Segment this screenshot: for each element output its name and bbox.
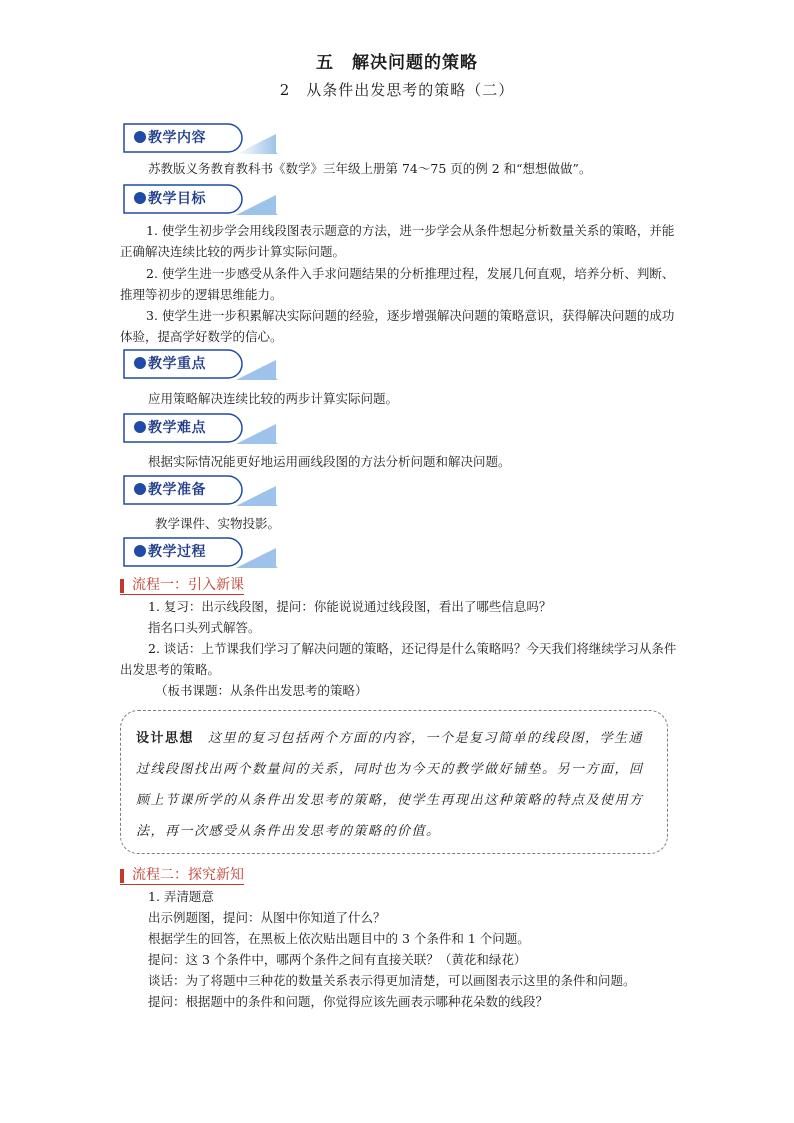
difficulty-text: 根据实际情况能更好地运用画线段图的方法分析问题和解决问题。 <box>148 454 511 469</box>
flow2-line: 提问：根据题中的条件和问题，你觉得应该先画表示哪种花朵数的线段？ <box>148 994 549 1009</box>
design-note-lead: 设计思想 <box>136 731 195 746</box>
design-note-box <box>120 710 668 854</box>
design-note-text <box>136 723 656 847</box>
flow2-line: 谈话：为了将题中三种花的数量关系表示得更加清楚，可以画图表示这里的条件和问题。 <box>148 973 636 988</box>
content-text: 苏教版义务教育教科书《数学》三年级上册第 74～75 页的例 2 和“想想做做”。 <box>148 161 592 176</box>
section-tag-process <box>118 534 278 574</box>
section-tag-label: 教学过程 <box>148 544 206 560</box>
section-tag-label: 教学目标 <box>148 191 206 207</box>
flow1-line: 指名口头列式解答。 <box>148 620 261 635</box>
section-tag-content <box>118 120 278 160</box>
section-tag-key <box>118 346 278 386</box>
bullet-icon <box>134 545 146 557</box>
flow2-line: 根据学生的回答，在黑板上依次贴出题目中的 3 个条件和 1 个问题。 <box>148 931 530 946</box>
section-tag-label: 教学难点 <box>148 420 206 436</box>
section-tag-label: 教学准备 <box>148 482 206 498</box>
flow1-line: 1. 复习：出示线段图，提问：你能说说通过线段图，看出了哪些信息吗？ <box>148 599 552 614</box>
goal-item: 1. 使学生初步学会用线段图表示题意的方法，进一步学会从条件想起分析数量关系的策略，并能正确解决连续比较的两步计算实际问题。 <box>120 223 675 259</box>
goal-item: 2. 使学生进一步感受从条件入手求问题结果的分析推理过程，发展几何直观，培养分析、判断、推理等初步的逻辑思维能力。 <box>120 266 675 302</box>
section-tag-difficulty <box>118 410 278 450</box>
bullet-icon <box>134 483 146 495</box>
bullet-icon <box>134 357 146 369</box>
bullet-icon <box>134 421 146 433</box>
lesson-title: 2 从条件出发思考的策略（二） <box>279 81 515 99</box>
section-tag-goals <box>118 181 278 221</box>
section-tag-label: 教学内容 <box>148 130 206 146</box>
flow1-line: 2. 谈话：上节课我们学习了解决问题的策略，还记得是什么策略吗？今天我们将继续学习从条件出发思考的策略。 <box>120 641 677 677</box>
flow2-line: 1. 弄清题意 <box>148 889 214 904</box>
flow1-line: （板书课题：从条件出发思考的策略） <box>155 683 368 698</box>
flow1-title: 流程一：引入新课 <box>120 577 244 595</box>
prep-text: 教学课件、实物投影。 <box>155 516 281 531</box>
section-tag-label: 教学重点 <box>148 356 206 372</box>
bullet-icon <box>134 192 146 204</box>
flow2-line: 出示例题图，提问：从图中你知道了什么？ <box>148 910 386 925</box>
flow2-title: 流程二：探究新知 <box>120 867 244 885</box>
flow2-line: 提问：这 3 个条件中，哪两个条件之间有直接关联？（黄花和绿花） <box>148 952 527 967</box>
chapter-title: 五 解决问题的策略 <box>316 53 478 73</box>
bullet-icon <box>134 131 146 143</box>
section-tag-prep <box>118 472 278 512</box>
design-note-body: 这里的复习包括两个方面的内容，一个是复习简单的线段图，学生通过线段图找出两个数量间的关系，同时也为今天的教学做好铺垫。另一方面，回顾上节课所学的从条件出发思考的策略，使学生再现出这种策略的特点及使用方法，再一次感受从条件出发思考的策略的价值。 <box>136 731 644 839</box>
goal-item: 3. 使学生进一步积累解决实际问题的经验，逐步增强解决问题的策略意识，获得解决问题的成功体验，提高学好数学的信心。 <box>120 308 675 344</box>
key-text: 应用策略解决连续比较的两步计算实际问题。 <box>148 391 399 406</box>
